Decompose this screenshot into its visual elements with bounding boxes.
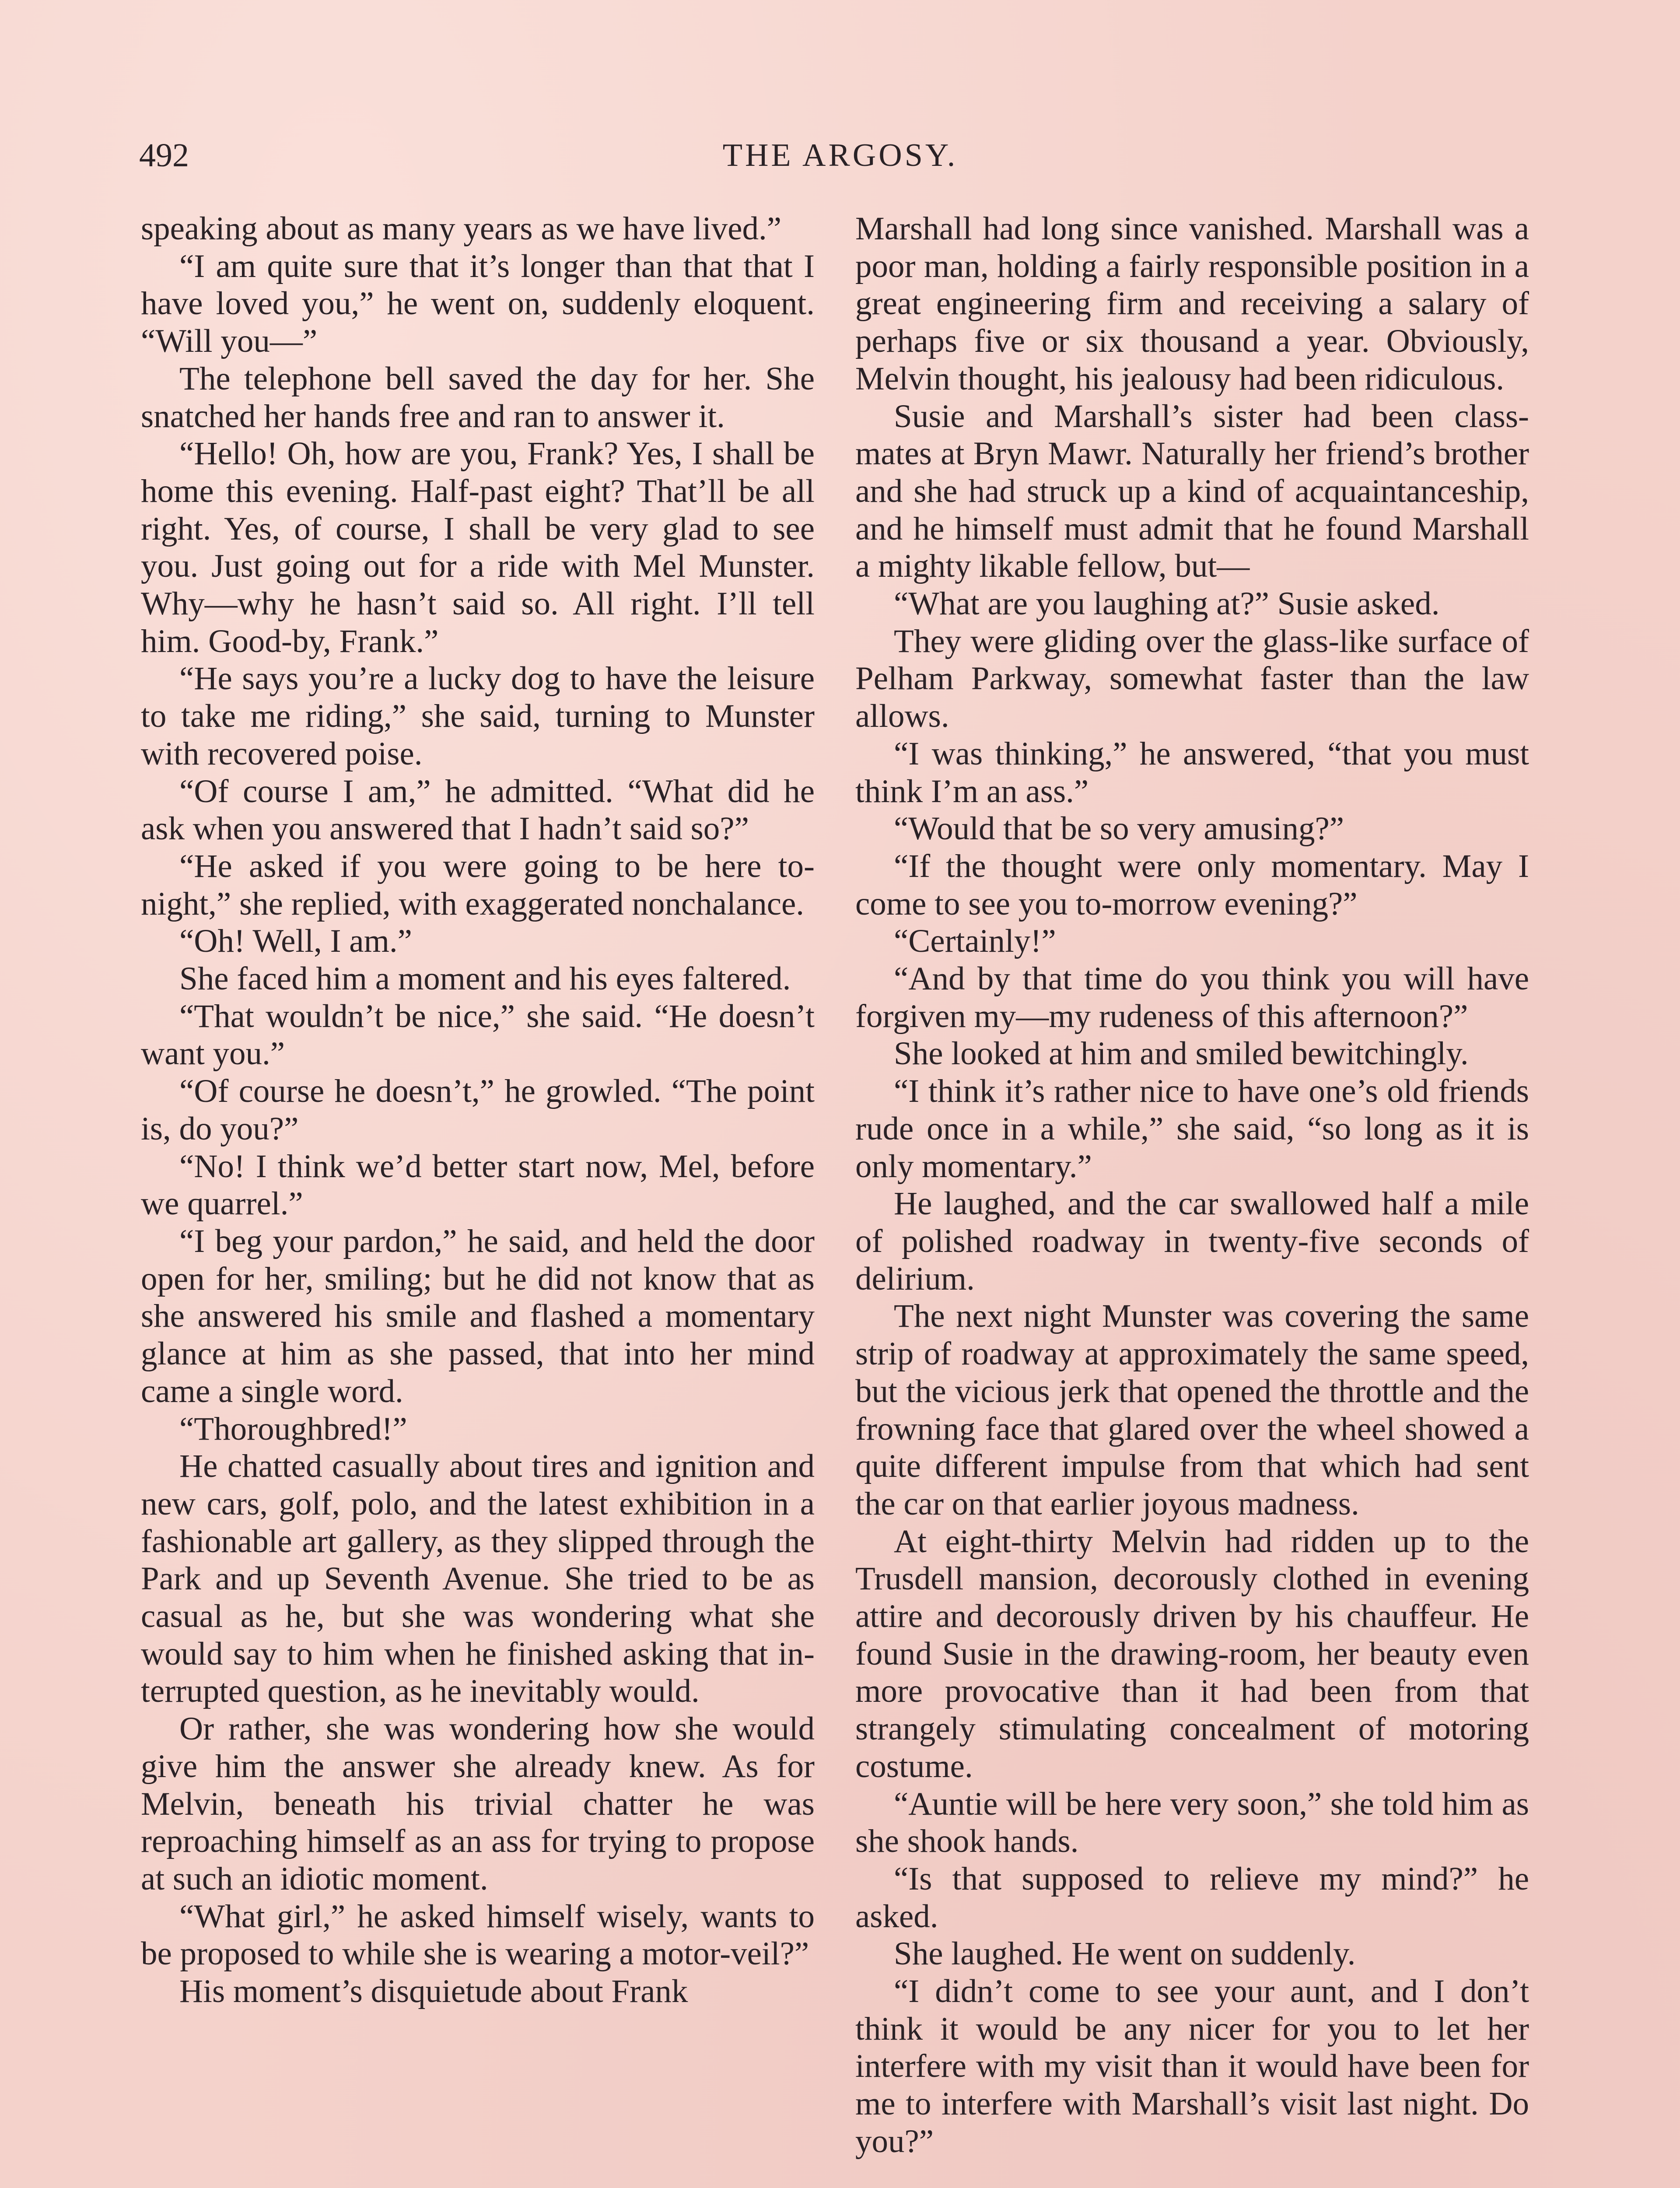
paragraph: “What girl,” he asked himself wisely, wants to be proposed to while she is wearing a motor-veil?” <box>141 1898 815 1972</box>
paragraph: Or rather, she was wondering how she would give him the answer she already knew. As for Melvin, beneath his trivial chatter he was reproaching himself as an ass for trying to propose at such an idiotic moment. <box>141 1711 815 1897</box>
paragraph: “Auntie will be here very soon,” she told him as she shook hands. <box>855 1785 1529 1860</box>
paragraph: “I was thinking,” he answered, “that you must think I’m an ass.” <box>855 735 1529 810</box>
running-title: THE ARGOSY. <box>722 137 958 173</box>
paragraph: speaking about as many years as we have lived.” <box>141 210 782 247</box>
paragraph: “And by that time do you think you will have forgiven my—my rudeness of this afternoon?” <box>855 961 1529 1034</box>
right-text-column <box>855 210 1529 2160</box>
paragraph: Susie and Marshall’s sister had been class-mates at Bryn Mawr. Naturally her friend’s brother and she had struck up a kind of acquaintanceship, and he himself must admit that he found Marshall a mighty likable fellow, but— <box>855 398 1529 585</box>
paragraph: “Of course he doesn’t,” he growled. “The point is, do you?” <box>141 1073 815 1147</box>
paragraph: At eight-thirty Melvin had ridden up to the Trusdell mansion, decorously clothed in evening attire and decorously driven by his chauffeur. He found Susie in the drawing-room, her beauty even more provocative than it had been from that strangely stimulating concealment of motoring costume. <box>855 1523 1529 1785</box>
paragraph: “What are you laughing at?” Susie asked. <box>894 586 1440 622</box>
page-number: 492 <box>139 137 189 174</box>
paragraph: She looked at him and smiled bewitchingly. <box>894 1035 1469 1072</box>
paragraph: “Thoroughbred!” <box>179 1410 407 1447</box>
paragraph: The next night Munster was covering the same strip of roadway at approximately the same speed, but the vicious jerk that opened the throttle and the frowning face that glared over the wheel showed a quite different impulse from that which had sent the car on that earlier joyous madness. <box>855 1298 1529 1522</box>
paragraph: “Would that be so very amusing?” <box>894 810 1344 847</box>
paragraph: “He says you’re a lucky dog to have the leisure to take me riding,” she said, turning to Munster with recovered poise. <box>141 660 815 772</box>
running-header <box>139 131 1541 179</box>
paragraph: “I am quite sure that it’s longer than that that I have loved you,” he went on, suddenly eloquent. “Will you—” <box>141 248 815 360</box>
paragraph: “That wouldn’t be nice,” she said. “He doesn’t want you.” <box>141 998 815 1072</box>
paragraph: “I think it’s rather nice to have one’s old friends rude once in a while,” she said, “so long as it is only momentary.” <box>855 1073 1529 1185</box>
paragraph: They were gliding over the glass-like surface of Pelham Parkway, somewhat faster than the law allows. <box>855 623 1529 735</box>
paragraph: “Oh! Well, I am.” <box>179 923 412 960</box>
paragraph: “No! I think we’d better start now, Mel, before we quarrel.” <box>141 1148 815 1222</box>
paragraph: He laughed, and the car swallowed half a mile of polished roadway in twenty-five seconds of delirium. <box>855 1185 1529 1297</box>
paragraph: He chatted casually about tires and ignition and new cars, golf, polo, and the latest exhibition in a fashionable art gallery, as they slipped through the Park and up Seventh Avenue. She tried to be as casual as he, but she was wondering what she would say to him when he finished asking that interrupted question, as he inevitably would. <box>141 1448 815 1710</box>
left-text-column <box>141 210 815 2010</box>
paragraph: “Is that supposed to relieve my mind?” he asked. <box>855 1860 1529 1935</box>
paragraph: “Certainly!” <box>894 923 1056 960</box>
paragraph: His moment’s disquietude about Frank <box>179 1973 688 2010</box>
paragraph: “He asked if you were going to be here to-night,” she replied, with exaggerated nonchalance. <box>141 848 815 922</box>
paragraph: The telephone bell saved the day for her. She snatched her hands free and ran to answer it. <box>141 360 815 435</box>
paragraph: She faced him a moment and his eyes faltered. <box>179 961 791 997</box>
paragraph: “Hello! Oh, how are you, Frank? Yes, I shall be home this evening. Half-past eight? That’ll be all right. Yes, of course, I shall be very glad to see you. Just going out for a ride with Mel Munster. Why—why he hasn’t said so. All right. I’ll tell him. Good-by, Frank.” <box>141 435 815 659</box>
paragraph: “If the thought were only momentary. May I come to see you to-morrow evening?” <box>855 848 1529 922</box>
paragraph: She laughed. He went on suddenly. <box>894 1936 1356 1972</box>
paragraph: “Of course I am,” he admitted. “What did he ask when you answered that I hadn’t said so?” <box>141 773 815 847</box>
paragraph: “I beg your pardon,” he said, and held the door open for her, smiling; but he did not know that as she answered his smile and flashed a momentary glance at him as she passed, that into her mind came a single word. <box>141 1223 815 1410</box>
paragraph: Marshall had long since vanished. Marshall was a poor man, holding a fairly responsible position in a great engineering firm and receiving a salary of perhaps five or six thousand a year. Obviously, Melvin thought, his jealousy had been ridiculous. <box>855 210 1529 397</box>
paragraph: “I didn’t come to see your aunt, and I don’t think it would be any nicer for you to let her interfere with my visit than it would have been for me to interfere with Marshall’s visit last night. Do you?” <box>855 1973 1529 2160</box>
